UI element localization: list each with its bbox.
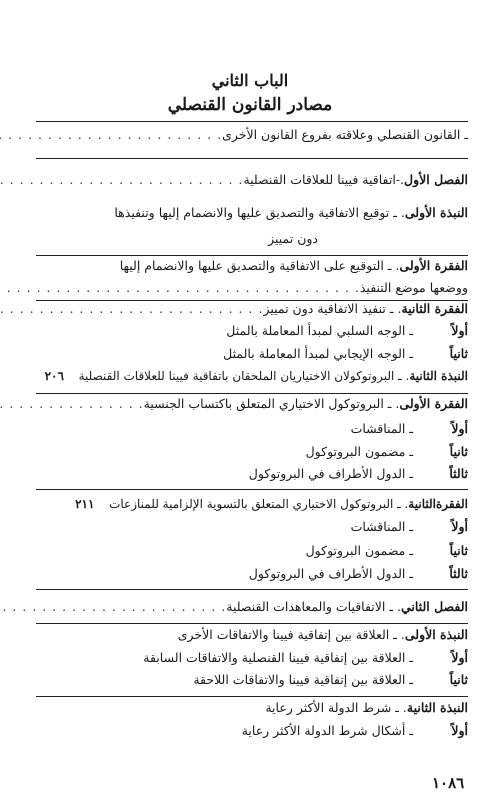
leader-dots [0,301,263,316]
divider [36,696,468,697]
divider [36,121,468,122]
leader-dots [0,599,226,614]
toc-entry-text: . ـ الاتفاقيات والمعاهدات القنصلية [226,599,401,614]
toc-entry-label: ثانياً [449,672,468,687]
toc-entry-label: النبذة الثانية [406,700,468,715]
toc-entry-label: ثانياً [449,543,468,558]
toc-entry [36,700,468,722]
toc-entry-text: . ـ شرط الدولة الأكثر رعاية [265,700,407,715]
toc-entry-label: الفصل الأول [404,172,468,187]
toc-page-number: ٢٠٦ [44,369,64,383]
toc-entry-text: . ـ البروتوكول الاختياري المتعلق بالتسوية الإلزامية للمنازعات [109,497,409,511]
toc-entry-text: . ـ البروتوكولان الاختياريان الملحقان باتفاقية فيينا للعلاقات القنصلية [78,369,410,383]
toc-entry [36,323,468,345]
toc-entry-label: الفقرة الأولى [399,258,468,273]
toc-entry [36,421,468,443]
toc-entry [36,672,468,694]
toc-entry-label: ثانياً [449,444,468,459]
leader-dots [0,127,222,142]
toc-entry-text: ـ العلاقة بين إتفاقية فيينا القنصلية والاتفاقات السابقة [143,650,413,665]
toc-entry [36,723,468,745]
toc-entry-label: أولاً [451,323,468,338]
toc-entry [36,396,468,418]
toc-entry-text: ـ أشكال شرط الدولة الأكثر رعاية [241,723,413,738]
toc-entry-text: . ـ البروتوكول الاختياري المتعلق باكتساب الجنسية [143,396,400,411]
toc-entry [36,172,468,194]
toc-entry-label: الفقرة الثانية [401,301,468,316]
divider [36,489,468,490]
chapter-title: الباب الثاني [211,71,289,90]
leader-dots [0,172,243,187]
toc-entry-text: ووضعها موضع التنفيذ [359,280,468,295]
toc-entry-text: . ـ التوقيع على الاتفاقية والتصديق عليها والانضمام إليها [119,258,400,273]
divider [36,393,468,394]
toc-entry [36,543,468,565]
divider [36,158,468,159]
toc-entry [36,444,468,466]
toc-entry [36,205,468,227]
toc-entry [36,599,468,621]
toc-entry-label: النبذة الأولى [404,205,468,220]
toc-entry-text: ـ العلاقة بين إتفاقية فيينا والاتفاقات اللاحقة [193,672,413,687]
toc-entry [36,519,468,541]
toc-entry-label: الفقرة الأولى [399,396,468,411]
toc-entry-text: ـ المناقشات [350,421,413,436]
divider [36,589,468,590]
toc-entry-text: دون تمييز [268,231,318,246]
toc-entry [36,301,468,323]
toc-entry-label: أولاً [451,723,468,738]
toc-entry-text: ـ الوجه السلبي لمبدأ المعاملة بالمثل [226,323,413,338]
toc-entry [36,231,468,253]
toc-entry-label: أولاً [451,650,468,665]
toc-entry-label: الفقرةالثانية [408,497,468,511]
toc-entry-text: .-اتفاقية فيينا للعلاقات القنصلية [243,172,405,187]
toc-entry-label: النبذة الأولى [404,627,468,642]
divider [36,623,468,624]
page-number: ١٠٨٦ [432,774,465,792]
toc-entry-text: . ـ العلاقة بين إتفاقية فيينا والاتفاقات الأخرى [177,627,405,642]
toc-page-number: ٢١١ [75,497,95,511]
toc-entry [36,346,468,368]
toc-entry-label: ثالثاً [449,466,468,481]
toc-entry [36,650,468,672]
toc-entry-text: ـ الدول الأطراف في البروتوكول [248,466,413,481]
toc-entry [36,466,468,488]
toc-entry-text: ـ الوجه الإيجابي لمبدأ المعاملة بالمثل [223,346,413,361]
toc-entry [36,127,468,149]
toc-entry-label: النبذة الثانية [409,369,468,383]
chapter-subtitle: مصادر القانون القنصلي [167,95,333,115]
toc-entry [36,627,468,649]
toc-entry-text: ـ مضمون البروتوكول [305,444,413,459]
leader-dots [0,280,360,295]
toc-entry-text: ـ القانون القنصلي وعلاقته بفروع القانون الأخرى [222,127,468,142]
toc-entry-text: . ـ تنفيذ الاتفاقية دون تمييز [263,301,402,316]
toc-entry [36,258,468,280]
toc-entry-label: ثالثاً [449,566,468,581]
toc-entry-text: ـ المناقشات [350,519,413,534]
toc-entry-label: الفصل الثاني [400,599,468,614]
toc-entry-label: ثانياً [449,346,468,361]
toc-entry-text: ـ الدول الأطراف في البروتوكول [248,566,413,581]
toc-entry-text: ـ مضمون البروتوكول [305,543,413,558]
toc-entry-label: أولاً [451,519,468,534]
toc-entry [36,280,468,302]
toc-entry-text: . ـ توقيع الاتفاقية والتصديق عليها والانضمام إليها وتنفيذها [114,205,405,220]
toc-entry [36,566,468,588]
toc-entry [36,497,468,519]
toc-entry-label: أولاً [451,421,468,436]
toc-entry [36,369,468,391]
leader-dots [0,396,144,411]
divider [36,255,468,256]
